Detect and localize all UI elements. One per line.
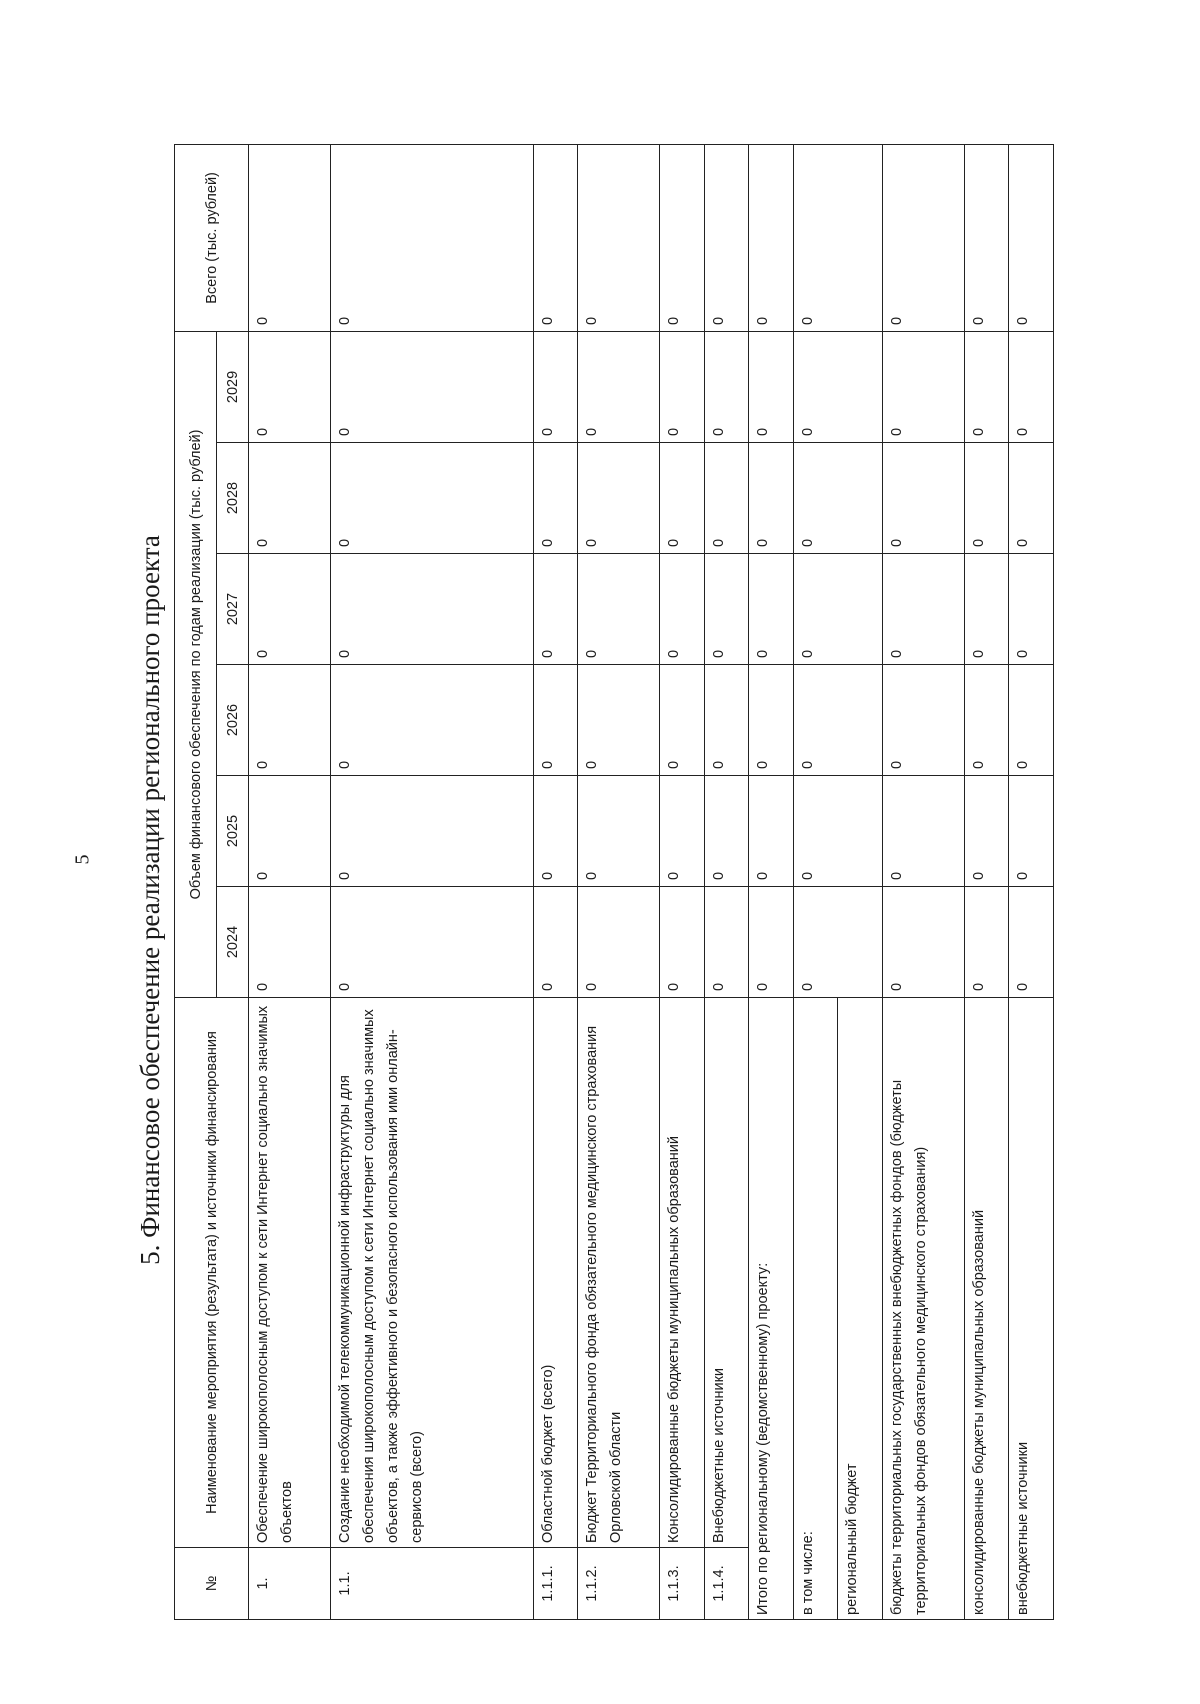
table-row xyxy=(578,144,660,1619)
row-name: Бюджет Территориального фонда обязательного медицинского страхования Орловской области xyxy=(578,998,660,1548)
header-year: 2024 xyxy=(217,887,249,998)
cell-2028: 0 xyxy=(964,443,1009,554)
row-number: 1.1.4. xyxy=(704,1548,749,1620)
cell-total: 0 xyxy=(704,144,749,331)
cell-2024: 0 xyxy=(964,887,1009,998)
cell-2028: 0 xyxy=(883,443,965,554)
cell-2024: 0 xyxy=(704,887,749,998)
header-year: 2029 xyxy=(217,331,249,442)
header-name: Наименование мероприятия (результата) и источники финансирования xyxy=(175,998,249,1548)
header-total: Всего (тыс. рублей) xyxy=(175,144,249,331)
cell-2027: 0 xyxy=(249,554,331,665)
cell-2025: 0 xyxy=(749,776,794,887)
cell-2029: 0 xyxy=(249,331,331,442)
cell-2029: 0 xyxy=(578,331,660,442)
cell-2028: 0 xyxy=(1009,443,1054,554)
table-row xyxy=(659,144,704,1619)
cell-total: 0 xyxy=(793,144,882,331)
row-name: Обеспечение широкополосным доступом к сети Интернет социально значимых объектов xyxy=(249,998,331,1548)
cell-2026: 0 xyxy=(749,665,794,776)
cell-total: 0 xyxy=(578,144,660,331)
row-name: Внебюджетные источники xyxy=(704,998,749,1548)
row-name: Областной бюджет (всего) xyxy=(533,998,578,1548)
summary-row xyxy=(883,144,965,1619)
summary-name: региональный бюджет xyxy=(838,998,883,1620)
cell-total: 0 xyxy=(1009,144,1054,331)
header-row-1 xyxy=(175,144,217,1619)
cell-2026: 0 xyxy=(533,665,578,776)
cell-2025: 0 xyxy=(659,776,704,887)
cell-2024: 0 xyxy=(749,887,794,998)
table-row xyxy=(533,144,578,1619)
cell-2027: 0 xyxy=(1009,554,1054,665)
cell-2028: 0 xyxy=(578,443,660,554)
cell-2027: 0 xyxy=(793,554,882,665)
cell-2028: 0 xyxy=(249,443,331,554)
cell-2028: 0 xyxy=(330,443,533,554)
row-number: 1.1. xyxy=(330,1548,533,1620)
cell-2025: 0 xyxy=(704,776,749,887)
cell-total: 0 xyxy=(749,144,794,331)
header-num: № xyxy=(175,1548,249,1620)
header-year: 2025 xyxy=(217,776,249,887)
cell-total: 0 xyxy=(883,144,965,331)
cell-2028: 0 xyxy=(749,443,794,554)
cell-2028: 0 xyxy=(704,443,749,554)
cell-2029: 0 xyxy=(964,331,1009,442)
cell-2027: 0 xyxy=(749,554,794,665)
table-row xyxy=(330,144,533,1619)
cell-2025: 0 xyxy=(1009,776,1054,887)
summary-row xyxy=(749,144,794,1619)
cell-2027: 0 xyxy=(964,554,1009,665)
cell-2029: 0 xyxy=(883,331,965,442)
cell-2029: 0 xyxy=(704,331,749,442)
summary-row xyxy=(793,144,838,1619)
cell-2026: 0 xyxy=(659,665,704,776)
cell-2024: 0 xyxy=(533,887,578,998)
cell-2028: 0 xyxy=(659,443,704,554)
cell-2029: 0 xyxy=(330,331,533,442)
cell-2029: 0 xyxy=(749,331,794,442)
document-title: 5. Финансовое обеспечение реализации регионального проекта xyxy=(135,535,165,1265)
cell-total: 0 xyxy=(533,144,578,331)
header-year: 2028 xyxy=(217,443,249,554)
summary-row xyxy=(1009,144,1054,1619)
header-year: 2026 xyxy=(217,665,249,776)
cell-2027: 0 xyxy=(659,554,704,665)
cell-2029: 0 xyxy=(793,331,882,442)
cell-2027: 0 xyxy=(533,554,578,665)
summary-row xyxy=(964,144,1009,1619)
cell-2026: 0 xyxy=(883,665,965,776)
row-number: 1.1.2. xyxy=(578,1548,660,1620)
table-row xyxy=(249,144,331,1619)
cell-2026: 0 xyxy=(249,665,331,776)
cell-2025: 0 xyxy=(533,776,578,887)
cell-2024: 0 xyxy=(249,887,331,998)
cell-2027: 0 xyxy=(704,554,749,665)
row-name: Консолидированные бюджеты муниципальных образований xyxy=(659,998,704,1548)
cell-2026: 0 xyxy=(964,665,1009,776)
cell-2024: 0 xyxy=(578,887,660,998)
financing-table xyxy=(174,144,1054,1620)
cell-2024: 0 xyxy=(883,887,965,998)
cell-total: 0 xyxy=(659,144,704,331)
cell-2029: 0 xyxy=(659,331,704,442)
summary-name: Итого по региональному (ведомственному) проекту: xyxy=(749,998,794,1620)
cell-2029: 0 xyxy=(1009,331,1054,442)
cell-2025: 0 xyxy=(883,776,965,887)
cell-2025: 0 xyxy=(964,776,1009,887)
cell-2025: 0 xyxy=(249,776,331,887)
cell-2025: 0 xyxy=(578,776,660,887)
summary-name: бюджеты территориальных государственных внебюджетных фондов (бюджеты территориальных фондов обязательного медицинского страхования) xyxy=(883,998,965,1620)
cell-2026: 0 xyxy=(704,665,749,776)
header-year: 2027 xyxy=(217,554,249,665)
cell-2026: 0 xyxy=(330,665,533,776)
cell-2027: 0 xyxy=(883,554,965,665)
table-row xyxy=(704,144,749,1619)
header-volume: Объем финансового обеспечения по годам реализации (тыс. рублей) xyxy=(175,331,217,997)
cell-total: 0 xyxy=(249,144,331,331)
cell-2027: 0 xyxy=(578,554,660,665)
cell-2026: 0 xyxy=(578,665,660,776)
cell-2027: 0 xyxy=(330,554,533,665)
rotated-sheet xyxy=(130,140,1070,1660)
cell-2025: 0 xyxy=(330,776,533,887)
cell-2024: 0 xyxy=(659,887,704,998)
summary-name: внебюджетные источники xyxy=(1009,998,1054,1620)
row-number: 1. xyxy=(249,1548,331,1620)
summary-name: в том числе: xyxy=(793,998,838,1620)
row-number: 1.1.1. xyxy=(533,1548,578,1620)
cell-2029: 0 xyxy=(533,331,578,442)
cell-total: 0 xyxy=(964,144,1009,331)
cell-2028: 0 xyxy=(793,443,882,554)
cell-2024: 0 xyxy=(330,887,533,998)
summary-name: консолидированные бюджеты муниципальных образований xyxy=(964,998,1009,1620)
cell-2024: 0 xyxy=(1009,887,1054,998)
cell-2026: 0 xyxy=(793,665,882,776)
page-number: 5 xyxy=(71,854,94,865)
row-name: Создание необходимой телекоммуникационной инфраструктуры для обеспечения широкополосным доступом к сети Интернет социально значимых объектов, а также эффективного и безопасного использования ими онлайн-сервисов (всего) xyxy=(330,998,533,1548)
row-number: 1.1.3. xyxy=(659,1548,704,1620)
cell-2026: 0 xyxy=(1009,665,1054,776)
cell-2025: 0 xyxy=(793,776,882,887)
cell-total: 0 xyxy=(330,144,533,331)
cell-2028: 0 xyxy=(533,443,578,554)
cell-2024: 0 xyxy=(793,887,882,998)
